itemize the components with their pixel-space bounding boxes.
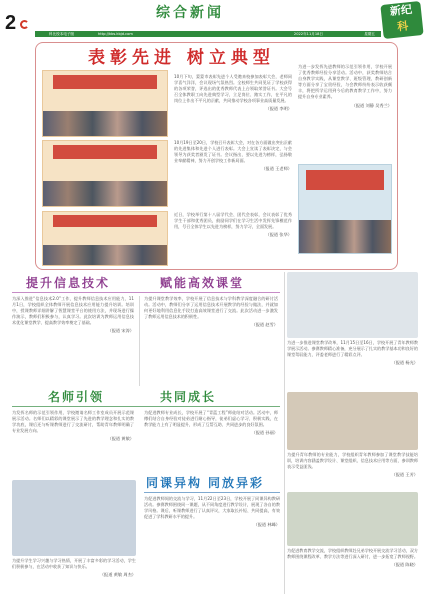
section-1-divider	[139, 296, 140, 386]
awards-article-2	[174, 140, 292, 172]
section-2-sig-right: （报道 孙丽）	[251, 430, 278, 436]
header-strip	[35, 31, 381, 37]
section-3-title-left: 同课异构	[146, 476, 203, 490]
awards-article-2-body: 10月19日至20日，学校召开表彰大会，对在各方面做出突出贡献的先进集体和先进个人进行表彰。大会上宣读了表彰决定，与会领导为获奖者颁发了证书。会议指出，要以先进为榜样，弘扬敬业奉献精神，努力开创学校工作新局面。	[174, 140, 292, 164]
section-2-sig-left: （报道 黄敏）	[107, 436, 134, 442]
main-headline: 表彰先进 树立典型	[88, 48, 275, 68]
section-1-article-right	[144, 296, 278, 328]
right-article-1-sig: （报道 杨光）	[391, 360, 418, 366]
section-1-underline	[12, 292, 280, 293]
students-photo	[12, 480, 136, 556]
right-article-3-sig: （报道 陈晓）	[391, 562, 418, 568]
section-1-article-left	[12, 296, 134, 335]
section-3-body: 为促进教师间的交流与学习，11月22日至23日，学校开展了同课异构教研活动。参赛教师围绕同一课题，从不同角度进行教学设计，展现了各自的教学风格。课后，听课教师进行了认真评议，大家取长补短、共同提高，有效促进了学科教研水平的提升。	[144, 496, 280, 520]
section-1-title-left: 提升信息技术	[26, 276, 111, 290]
awards-photo-2	[42, 140, 168, 207]
section-2-body-right: 为促进教师专业成长，学校开展了“青蓝工程”师徒结对活动。活动中，师傅们结合自身经验对徒弟进行耐心指导，徒弟们虚心学习、积极实践，在教学能力上有了明显提升，形成了互帮互助、共同进步的良好氛围。	[144, 410, 278, 428]
strip-url[interactable]: http://kbs.kbjd.com	[98, 32, 133, 36]
section-2-title-left: 名师引领	[48, 390, 105, 404]
right-article-2-body: 为提升青年教师的专业能力，学校组织青年教师参加了课堂教学技能培训，培训内容涵盖教学设计、课堂组织、信息技术应用等方面，参训教师表示受益匪浅。	[287, 452, 418, 470]
column-divider	[284, 272, 285, 594]
students-photo-caption	[12, 558, 136, 578]
section-1-body-left: 为深入推进“信息技术2.0”工作，提升教师信息技术应用能力，11月1日，学校组织全体教师开展信息技术应用能力提升培训。培训中，授课教师详细讲解了智慧课堂平台的使用方法，并现场进行操作演示，教师们积极参与，认真学习。此次培训为教师运用信息技术优化课堂教学、提高教学效率奠定了基础。	[12, 296, 134, 326]
section-3-sig: （报道 林峰）	[253, 522, 280, 528]
awards-photo-3	[42, 211, 168, 266]
campus-photo	[298, 164, 392, 254]
section-3-article	[144, 496, 280, 528]
section-2-article-right	[144, 410, 278, 436]
section-1-body-right: 为提升课堂教学效率，学校开展了信息技术与学科教学深度融合的研讨活动。活动中，教师们分享了运用信息技术开展教学的经验与做法，并就如何更好地利用信息化手段打造高效课堂进行了交流。此次活动进一步激发了教师运用信息技术的积极性。	[144, 296, 278, 320]
right-feature-article	[298, 64, 392, 109]
strip-weekday: 星期五	[364, 32, 375, 36]
students-caption-body: 为提升学生学习兴趣与学习热情，开展了丰富多彩的学习活动，学生们积极参与，在活动中收获了知识与快乐。	[12, 558, 136, 570]
right-article-3-body: 为促进教育教学交流，学校组织教师赴兄弟学校开展交流学习活动，双方教师围绕课程改革、教学方法等进行深入研讨，进一步拓宽了教师视野。	[287, 548, 418, 560]
strip-date: 2022年11月18日	[293, 32, 323, 36]
page-number-deco	[20, 20, 29, 29]
right-article-3	[287, 548, 418, 568]
section-2-article-left	[12, 410, 134, 442]
section-2-underline	[12, 406, 280, 407]
awards-article-1-sig: （报道 李明）	[265, 106, 292, 112]
newspaper-logo: 新纪 科	[380, 1, 423, 39]
right-article-2-sig: （报道 王芳）	[391, 472, 418, 478]
awards-article-1	[174, 74, 292, 113]
right-feature-sig: （报道 刘静 吴秀兰）	[351, 102, 392, 108]
awards-article-2-sig: （报道 王老师）	[261, 166, 292, 172]
right-article-1-body: 为进一步推进课堂教学改革，11月15日至16日，学校开展了青年教师教学展示活动。参赛教师精心准备，充分展示了扎实的教学基本功和良好的课堂驾驭能力，评委老师进行了精彩点评。	[287, 340, 418, 358]
awards-article-1-body: 10月下旬，蒙蒙市表彰先进个人受邀来校参加表彰大会，老师同学喜气洋洋，会议现场气氛热烈。全校师生共同见证了学校获得的各项荣誉，评选出的优秀教师代表上台领取荣誉证书。大会号召全体教职工向先进典型学习，立足岗位、踏实工作，在平凡的岗位上作出不平凡的贡献，共同推动学校各项事业高质量发展。	[174, 74, 292, 104]
right-feature-body: 为进一步发挥先进教师的示范引领作用，学校开展了优秀教师经验分享活动。活动中，获奖教师结合自身教学实践，从课堂教学、班级管理、教研创新等方面分享了宝贵经验，与会教师纷纷表示收获颇丰，将把所学运用到今后的教育教学工作中，努力提升自身专业素养。	[298, 64, 392, 100]
students-caption-sig: （报道 黄敏 周杰）	[99, 572, 136, 578]
section-title: 综合新闻	[156, 5, 224, 21]
page-header	[0, 0, 430, 37]
section-1-sig-right: （报道 赵雪）	[251, 322, 278, 328]
section-2-title-right: 共同成长	[160, 390, 217, 404]
right-photo-1	[287, 272, 418, 338]
awards-article-3-body: 近日，学校举行第十八届学代会、团代会表彰，会议表彰了优秀学生干部和优秀团员，鼓励同学们在学习生活中发挥先锋模范作用，号召全体学生以先进为榜样，努力学习，全面发展。	[174, 212, 292, 230]
right-article-1	[287, 340, 418, 366]
awards-article-3	[174, 212, 292, 238]
page-number: 2	[5, 12, 17, 34]
right-photo-2	[287, 392, 418, 450]
right-article-2	[287, 452, 418, 478]
section-1-title-right: 赋能高效课堂	[160, 276, 245, 290]
awards-article-3-sig: （报道 张华）	[265, 232, 292, 238]
section-1-sig-left: （报道 宋涛）	[107, 328, 134, 334]
section-3-underline	[144, 492, 280, 493]
strip-title: 科比校本电子版	[49, 32, 75, 36]
section-3-title-right: 同放异彩	[208, 476, 265, 490]
section-2-body-left: 为发挥名师的示范引领作用，学校邀请名师工作室成员开展示范课展示活动。名师们以精彩的课堂展示了先进的教学理念和扎实的教学功底，课后还与听课教师进行了交流研讨，帮助青年教师明确了专业发展方向。	[12, 410, 134, 434]
right-photo-3	[287, 492, 418, 546]
awards-photo-1	[42, 70, 168, 137]
